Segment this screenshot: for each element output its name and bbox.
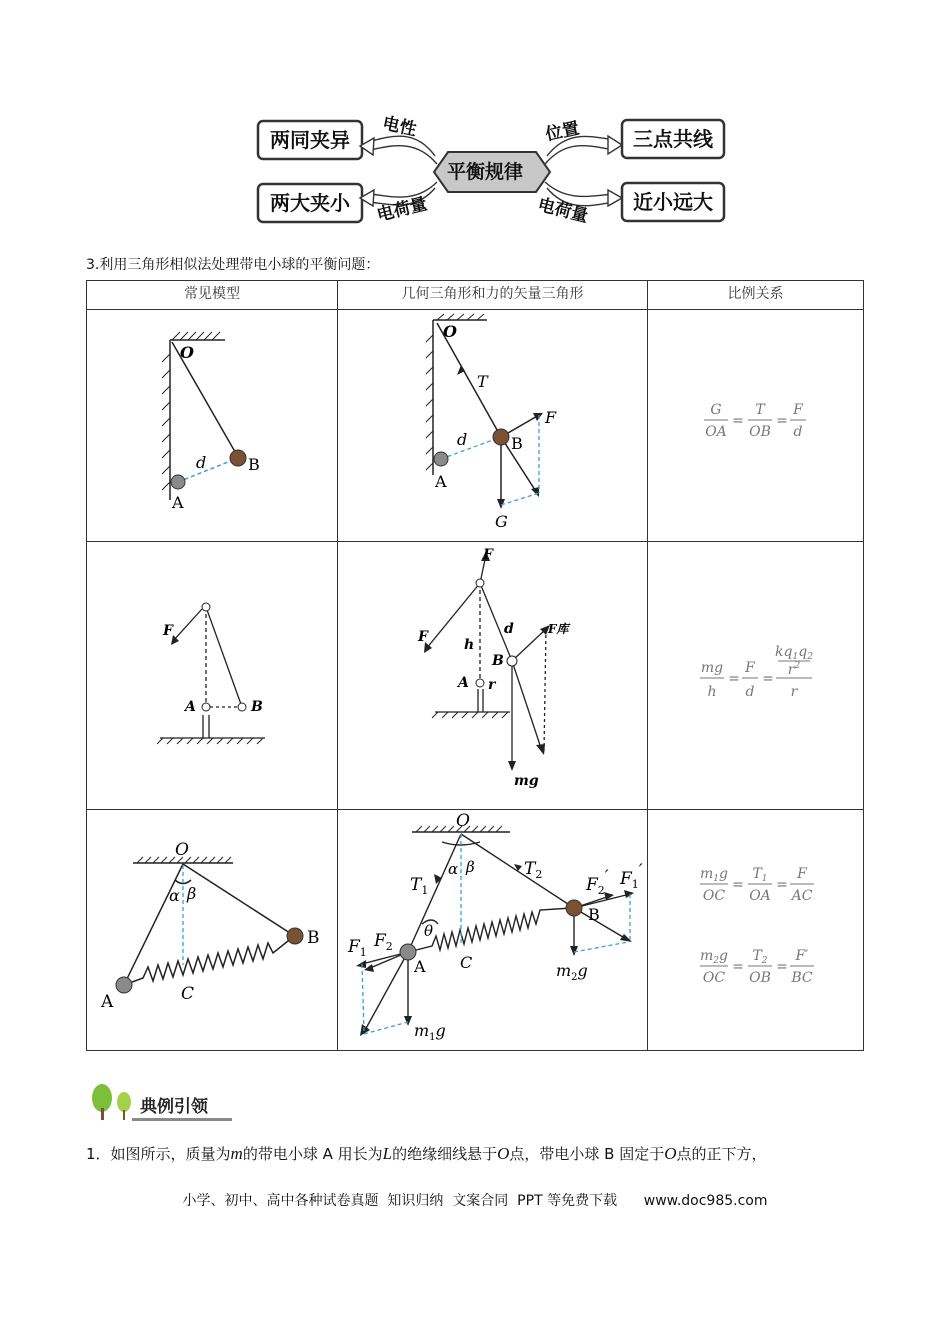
svg-text:mg: mg bbox=[514, 773, 539, 789]
svg-text:T: T bbox=[477, 372, 488, 391]
row2-model-diagram bbox=[155, 595, 270, 745]
svg-text:m2g: $m_2g$ bbox=[556, 961, 588, 983]
svg-text:B: B bbox=[307, 928, 320, 948]
svg-text:d: d bbox=[745, 684, 755, 700]
svg-text:r2: $r^2$ bbox=[787, 661, 801, 678]
svg-text:A: A bbox=[458, 675, 469, 691]
svg-text:mg: mg bbox=[700, 660, 724, 676]
svg-text:θ: θ bbox=[424, 922, 434, 940]
concept-top-left-label: 两同夹异 bbox=[270, 128, 350, 152]
table-header-triangles: 几何三角形和力的矢量三角形 bbox=[401, 286, 584, 302]
svg-text:=: = bbox=[776, 877, 788, 893]
svg-text:OA: OA bbox=[749, 888, 771, 904]
svg-text:F: F bbox=[163, 623, 173, 639]
svg-text:T2: $T_2$ bbox=[524, 859, 543, 881]
section-title: 3.利用三角形相似法处理带电小球的平衡问题： bbox=[86, 257, 380, 273]
svg-text:=: = bbox=[732, 413, 744, 429]
svg-text:r: r bbox=[790, 684, 798, 700]
row1-ratio bbox=[700, 398, 820, 446]
svg-text:=: = bbox=[732, 959, 744, 975]
svg-text:d: d bbox=[504, 621, 514, 637]
svg-text:α: α bbox=[169, 886, 180, 905]
row3-model-diagram bbox=[95, 835, 335, 1015]
svg-text:C: C bbox=[181, 984, 195, 1004]
row3-force-diagram bbox=[342, 811, 643, 1043]
svg-text:F: F bbox=[545, 408, 557, 427]
svg-text:C: C bbox=[460, 953, 473, 972]
svg-text:OA: OA bbox=[705, 424, 727, 440]
arrow-label-charge-left: 电荷量 bbox=[374, 194, 430, 226]
svg-text:F库: F库 bbox=[548, 622, 569, 636]
svg-text:=: = bbox=[762, 671, 774, 687]
svg-text:F: F bbox=[797, 866, 807, 882]
svg-text:A: A bbox=[101, 992, 114, 1012]
svg-text:F′: F′ bbox=[795, 948, 809, 964]
svg-text:B: B bbox=[251, 699, 263, 715]
svg-text:A: A bbox=[185, 699, 196, 715]
svg-text:OB: OB bbox=[749, 424, 771, 440]
svg-text:F: F bbox=[745, 660, 755, 676]
tree-icon bbox=[88, 1082, 140, 1122]
svg-text:AC: AC bbox=[791, 888, 813, 904]
svg-text:kq1q2: $kq_1q_2$ bbox=[775, 644, 813, 662]
svg-text:G: G bbox=[710, 402, 722, 418]
table-header-model: 常见模型 bbox=[184, 286, 240, 302]
svg-text:h: h bbox=[464, 637, 475, 653]
svg-text:F1′: $F_1'$ bbox=[620, 861, 643, 891]
svg-text:β: β bbox=[466, 858, 475, 876]
svg-text:m1g: $m_1g$ bbox=[700, 866, 728, 884]
row1-force-diagram bbox=[415, 315, 585, 535]
arrow-label-position: 位置 bbox=[543, 118, 582, 146]
row1-model-diagram bbox=[150, 330, 280, 520]
label-A: A bbox=[172, 493, 184, 512]
svg-text:T1: $T_1$ bbox=[752, 866, 768, 884]
svg-text:G: G bbox=[495, 512, 508, 531]
svg-text:d: d bbox=[793, 424, 803, 440]
example-badge bbox=[88, 1082, 238, 1122]
svg-text:A: A bbox=[414, 957, 426, 976]
svg-text:F2: $F_2$ bbox=[374, 931, 393, 953]
svg-text:r: r bbox=[488, 677, 496, 693]
label-O: O bbox=[180, 343, 194, 362]
svg-text:m1g: $m_1g$ bbox=[414, 1021, 446, 1043]
arrow-label-charge-sign: 电性 bbox=[380, 113, 419, 141]
svg-text:A: A bbox=[435, 472, 447, 491]
question-1: 1．如图所示，质量为m的带电小球 A 用长为L的绝缘细线悬于O点，带电小球 B 固定于O点的正下方， bbox=[86, 1144, 767, 1163]
page-footer: 小学、初中、高中各种试卷真题 知识归纳 文案合同 PPT 等免费下载 www.doc985.com bbox=[182, 1193, 768, 1209]
svg-text:d: d bbox=[457, 430, 468, 449]
svg-text:B: B bbox=[511, 434, 523, 453]
svg-text:T2: $T_2$ bbox=[752, 948, 768, 966]
svg-text:O: O bbox=[443, 322, 457, 341]
example-badge-label: 典例引领 bbox=[140, 1097, 208, 1117]
svg-text:=: = bbox=[732, 877, 744, 893]
svg-text:F: F bbox=[483, 547, 493, 563]
svg-text:h: h bbox=[707, 684, 717, 700]
svg-text:O: O bbox=[175, 840, 189, 860]
svg-text:OC: OC bbox=[702, 970, 726, 986]
svg-text:T: T bbox=[755, 402, 765, 418]
badge-underline bbox=[132, 1118, 232, 1121]
svg-text:OC: OC bbox=[702, 888, 726, 904]
svg-text:β: β bbox=[187, 884, 197, 903]
label-B: B bbox=[248, 455, 260, 474]
arrow-label-charge-right: 电荷量 bbox=[535, 195, 591, 227]
svg-text:=: = bbox=[776, 959, 788, 975]
svg-text:=: = bbox=[776, 413, 788, 429]
table-header-ratio: 比例关系 bbox=[727, 286, 784, 302]
label-d: d bbox=[196, 453, 207, 472]
concept-bottom-left-label: 两大夹小 bbox=[270, 191, 350, 215]
svg-text:BC: BC bbox=[791, 970, 813, 986]
svg-text:B: B bbox=[492, 653, 504, 669]
svg-text:α: α bbox=[448, 860, 459, 878]
concept-top-right-label: 三点共线 bbox=[633, 127, 713, 151]
row2-force-diagram bbox=[410, 545, 590, 790]
svg-text:B: B bbox=[588, 905, 600, 924]
svg-text:=: = bbox=[728, 671, 740, 687]
svg-text:F1: $F_1$ bbox=[348, 937, 367, 959]
svg-text:OB: OB bbox=[749, 970, 771, 986]
row2-ratio bbox=[698, 640, 828, 700]
concept-center-label: 平衡规律 bbox=[446, 161, 523, 183]
row3-ratio bbox=[698, 862, 828, 992]
svg-text:O: O bbox=[456, 811, 470, 831]
svg-text:F: F bbox=[793, 402, 803, 418]
svg-text:F2′: $F_2'$ bbox=[586, 867, 609, 897]
svg-text:m2g: $m_2g$ bbox=[700, 948, 728, 966]
concept-bottom-right-label: 近小远大 bbox=[633, 190, 713, 214]
svg-text:F: F bbox=[418, 629, 428, 645]
svg-text:T1: $T_1$ bbox=[410, 875, 429, 897]
